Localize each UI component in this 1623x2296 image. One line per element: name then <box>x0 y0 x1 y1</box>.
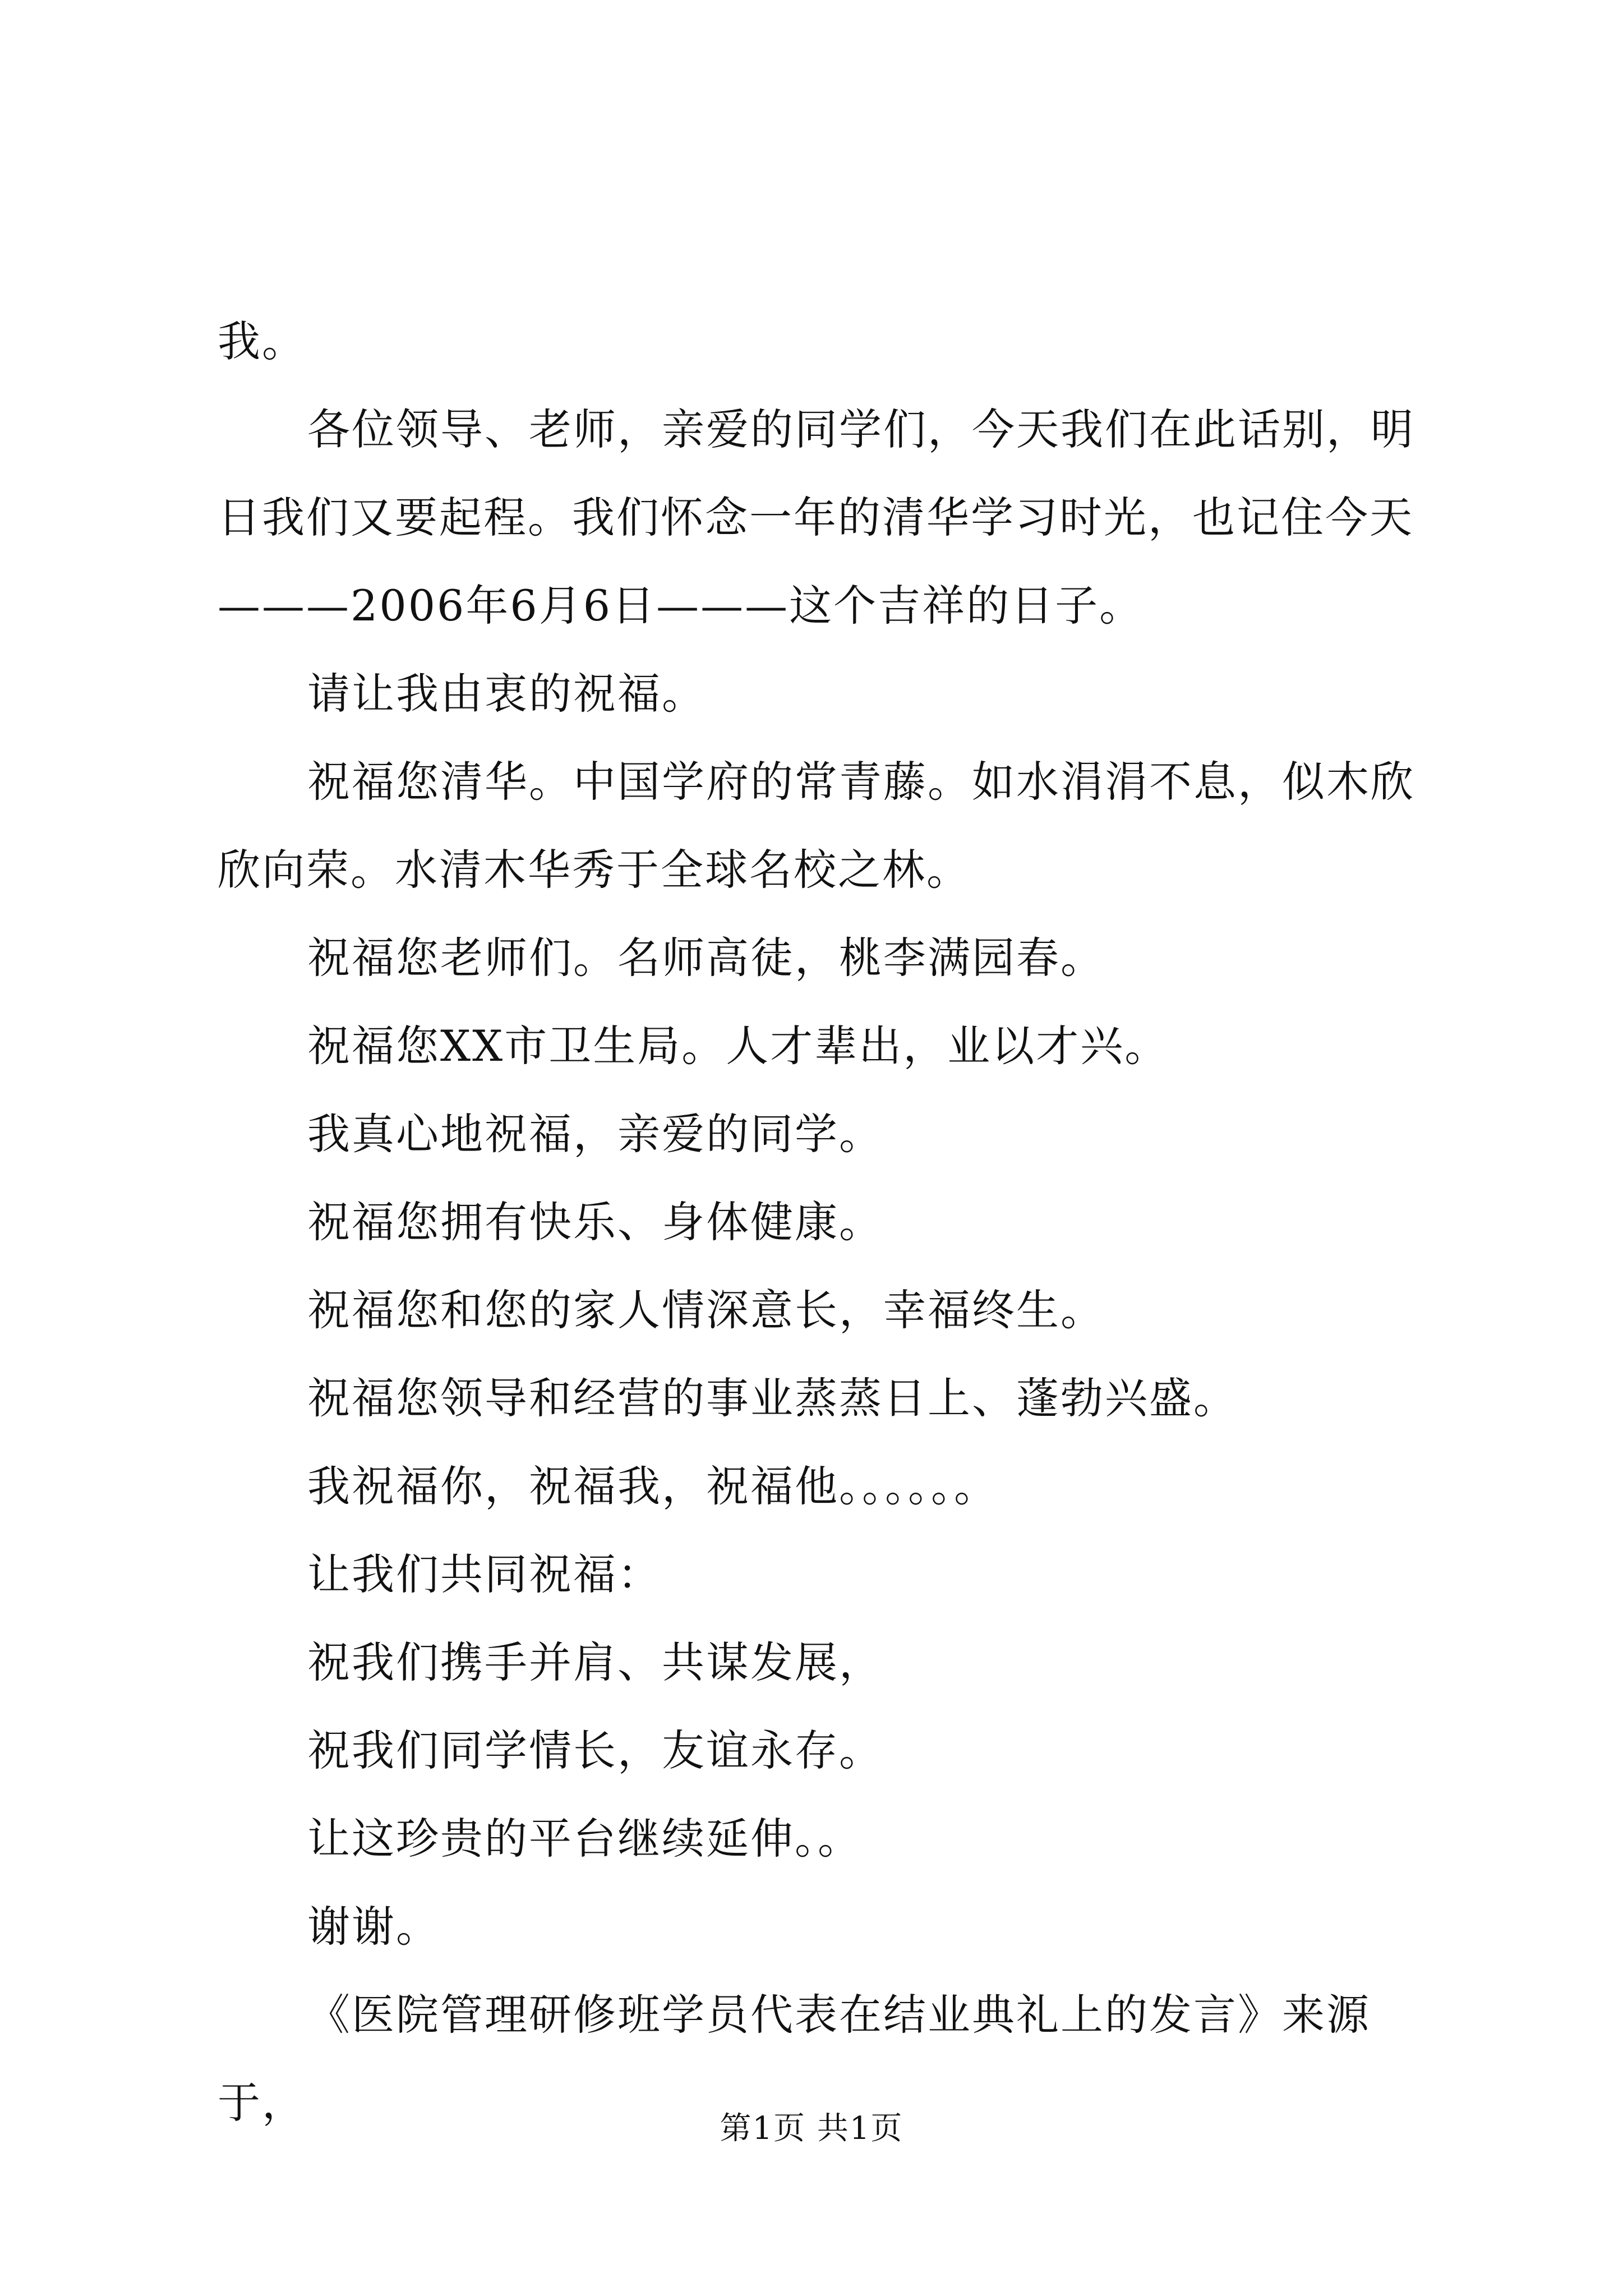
page-footer: 第1页 共1页 <box>720 2110 903 2147</box>
paragraph-2: 各位领导、老师，亲爱的同学们，今天我们在此话别，明日我们又要起程。我们怀念一年的清华学习时光，也记住今天———2006年6月6日———这个吉祥的日子。 <box>218 404 1415 631</box>
paragraph-9: 祝福您和您的家人情深意长，幸福终生。 <box>307 1285 1105 1335</box>
paragraph-7: 我真心地祝福，亲爱的同学。 <box>307 1109 883 1159</box>
paragraph-1: 我。 <box>218 316 306 366</box>
paragraph-14: 祝我们同学情长，友谊永存。 <box>307 1726 883 1775</box>
paragraph-8: 祝福您拥有快乐、身体健康。 <box>307 1197 883 1247</box>
paragraph-4: 祝福您清华。中国学府的常青藤。如水涓涓不息，似木欣欣向荣。水清木华秀于全球名校之林。 <box>218 757 1415 895</box>
paragraph-6: 祝福您XX市卫生局。人才辈出，业以才兴。 <box>307 1021 1169 1071</box>
paragraph-15: 让这珍贵的平台继续延伸。。 <box>307 1814 862 1864</box>
paragraph-16: 谢谢。 <box>307 1902 440 1952</box>
paragraph-17: 《医院管理研修班学员代表在结业典礼上的发言》来源于， <box>218 1990 1371 2128</box>
paragraph-12: 让我们共同祝福： <box>307 1549 662 1599</box>
paragraph-3: 请让我由衷的祝福。 <box>307 669 706 719</box>
paragraph-11: 我祝福你，祝福我，祝福他。。。。。。 <box>307 1461 998 1511</box>
document-body <box>218 297 1423 2147</box>
paragraph-5: 祝福您老师们。名师高徒，桃李满园春。 <box>307 933 1105 983</box>
paragraph-10: 祝福您领导和经营的事业蒸蒸日上、蓬勃兴盛。 <box>307 1373 1238 1423</box>
paragraph-13: 祝我们携手并肩、共谋发展， <box>307 1637 883 1687</box>
